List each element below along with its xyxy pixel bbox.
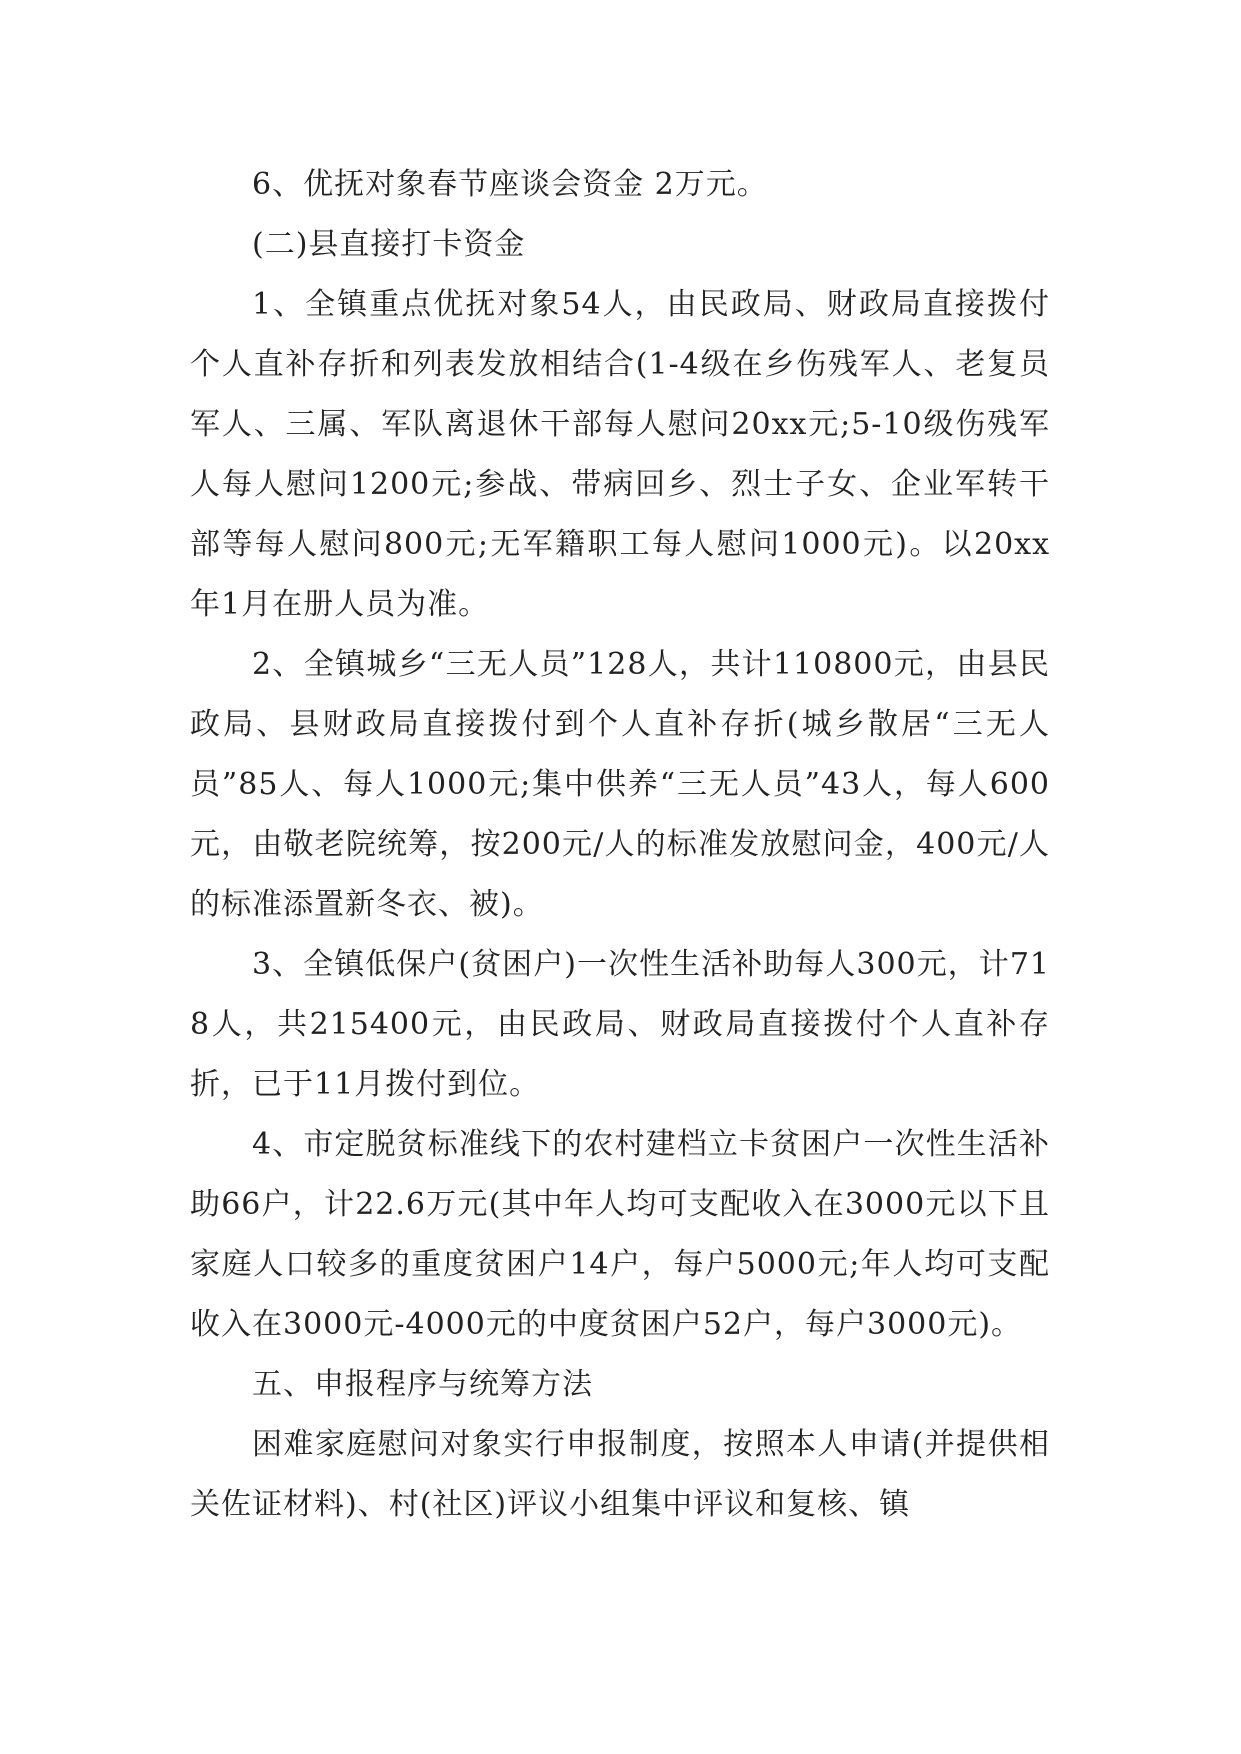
paragraph-item-4-poverty-households: 4、市定脱贫标准线下的农村建档立卡贫困户一次性生活补助66户，计22.6万元(其中年人均可支配收入在3000元以下且家庭人口较多的重度贫困户14户，每户5000元;年人均可支配收入在3000元-4000元的中度贫困户52户，每户3000元)。 — [190, 1127, 1050, 1342]
section-heading-application-procedure: 五、申报程序与统筹方法 — [252, 1367, 593, 1402]
paragraph-item-1-priority-care: 1、全镇重点优抚对象54人，由民政局、财政局直接拨付个人直补存折和列表发放相结合(1-4级在乡伤残军人、老复员军人、三属、军队离退休干部每人慰问20xx元;5-10级伤残军人每人慰问1200元;参战、带病回乡、烈士子女、企业军转干部等每人慰问800元;无军籍职工每人慰问1000元)。以20xx年1月在册人员为准。 — [190, 287, 1050, 622]
paragraph-item-6-funds: 6、优抚对象春节座谈会资金 2万元。 — [252, 167, 768, 202]
section-heading-county-direct-funds: (二)县直接打卡资金 — [252, 227, 526, 262]
paragraph-item-3-low-income: 3、全镇低保户(贫困户)一次性生活补助每人300元，计718人，共215400元，由民政局、财政局直接拨付个人直补存折，已于11月拨付到位。 — [190, 947, 1050, 1102]
paragraph-application-procedure: 困难家庭慰问对象实行申报制度，按照本人申请(并提供相关佐证材料)、村(社区)评议小组集中评议和复核、镇 — [190, 1427, 1050, 1522]
document-body — [190, 155, 1050, 1535]
paragraph-item-2-three-no-persons: 2、全镇城乡“三无人员”128人，共计110800元，由县民政局、县财政局直接拨付到个人直补存折(城乡散居“三无人员”85人、每人1000元;集中供养“三无人员”43人，每人600元，由敬老院统筹，按200元/人的标准发放慰问金，400元/人的标准添置新冬衣、被)。 — [190, 647, 1050, 922]
